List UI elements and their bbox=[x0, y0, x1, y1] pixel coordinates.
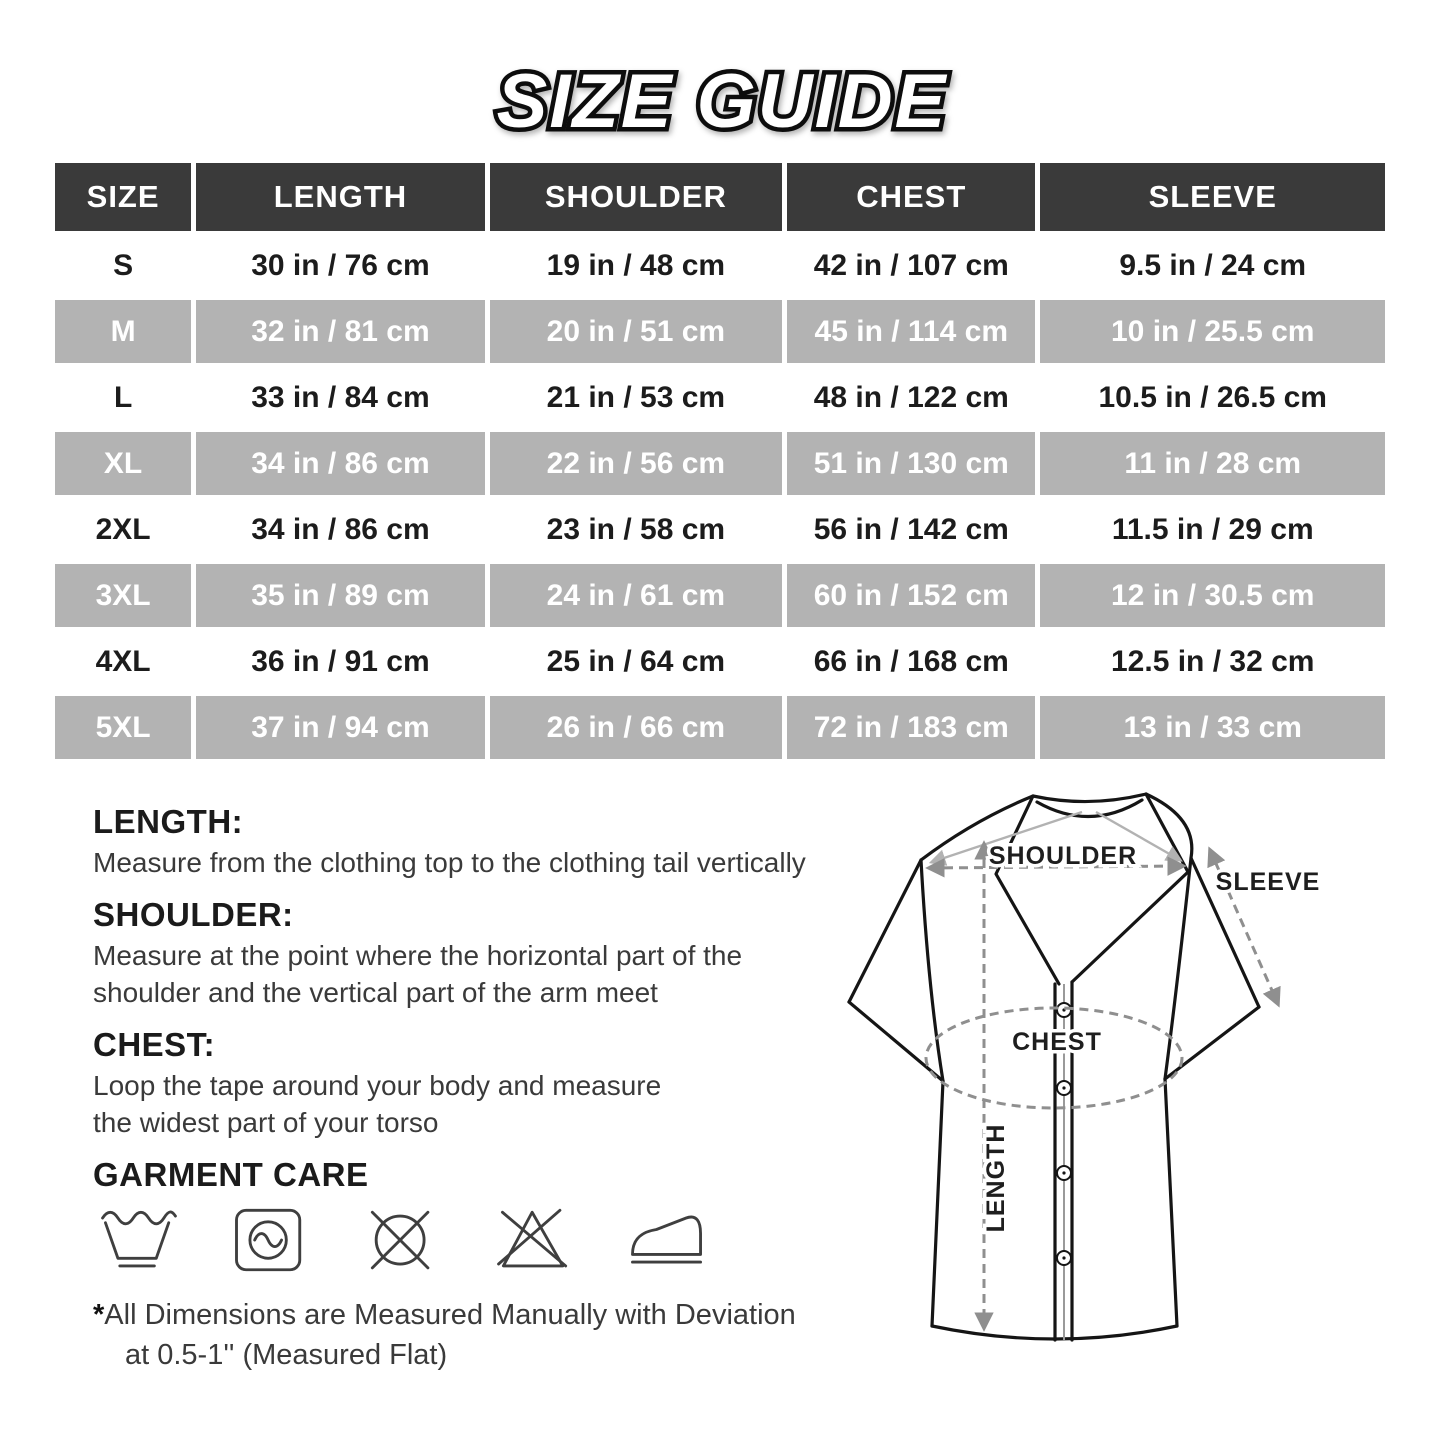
size-table bbox=[50, 160, 1390, 762]
sleeve-label: SLEEVE bbox=[1215, 868, 1321, 896]
cell-size: 4XL bbox=[55, 630, 191, 693]
do-not-dry-clean-icon bbox=[357, 1201, 449, 1281]
garment-care-section bbox=[93, 1155, 893, 1281]
tumble-dry-icon bbox=[225, 1201, 317, 1281]
cell-sleeve: 13 in / 33 cm bbox=[1040, 696, 1385, 759]
cell-sleeve: 10 in / 25.5 cm bbox=[1040, 300, 1385, 363]
cell-chest: 42 in / 107 cm bbox=[787, 234, 1035, 297]
table-row bbox=[55, 234, 1385, 297]
cell-shoulder: 25 in / 64 cm bbox=[490, 630, 782, 693]
table-header-row bbox=[55, 163, 1385, 231]
table-row bbox=[55, 696, 1385, 759]
cell-size: 5XL bbox=[55, 696, 191, 759]
wash-tub-icon bbox=[93, 1201, 185, 1281]
shoulder-description-line1: Measure at the point where the horizontal part of the bbox=[93, 940, 743, 971]
chest-heading: CHEST: bbox=[93, 1026, 216, 1063]
cell-size: 3XL bbox=[55, 564, 191, 627]
chest-label: CHEST bbox=[1012, 1028, 1102, 1056]
table-row bbox=[55, 498, 1385, 561]
cell-length: 36 in / 91 cm bbox=[196, 630, 484, 693]
care-icons-row bbox=[93, 1201, 893, 1281]
chest-section bbox=[93, 1025, 893, 1141]
cell-shoulder: 26 in / 66 cm bbox=[490, 696, 782, 759]
cell-shoulder: 24 in / 61 cm bbox=[490, 564, 782, 627]
disclaimer-line1 bbox=[93, 1295, 893, 1335]
iron-icon bbox=[621, 1201, 713, 1281]
do-not-bleach-icon bbox=[489, 1201, 581, 1281]
cell-length: 37 in / 94 cm bbox=[196, 696, 484, 759]
cell-shoulder: 23 in / 58 cm bbox=[490, 498, 782, 561]
cell-sleeve: 12 in / 30.5 cm bbox=[1040, 564, 1385, 627]
asterisk: * bbox=[93, 1299, 105, 1331]
table-row bbox=[55, 366, 1385, 429]
cell-length: 32 in / 81 cm bbox=[196, 300, 484, 363]
cell-chest: 45 in / 114 cm bbox=[787, 300, 1035, 363]
col-header-chest: CHEST bbox=[787, 163, 1035, 231]
col-header-shoulder: SHOULDER bbox=[490, 163, 782, 231]
cell-chest: 56 in / 142 cm bbox=[787, 498, 1035, 561]
chest-description-line2: the widest part of your torso bbox=[93, 1107, 439, 1138]
cell-shoulder: 21 in / 53 cm bbox=[490, 366, 782, 429]
disclaimer-line2: at 0.5-1'' (Measured Flat) bbox=[125, 1339, 448, 1371]
cell-sleeve: 11.5 in / 29 cm bbox=[1040, 498, 1385, 561]
cell-size: L bbox=[55, 366, 191, 429]
table-row bbox=[55, 432, 1385, 495]
table-row bbox=[55, 300, 1385, 363]
cell-chest: 72 in / 183 cm bbox=[787, 696, 1035, 759]
col-header-length: LENGTH bbox=[196, 163, 484, 231]
shoulder-heading: SHOULDER: bbox=[93, 896, 294, 933]
shoulder-label: SHOULDER bbox=[988, 842, 1138, 870]
cell-sleeve: 9.5 in / 24 cm bbox=[1040, 234, 1385, 297]
page-title-text: SIZE GUIDE bbox=[496, 59, 948, 144]
cell-size: M bbox=[55, 300, 191, 363]
garment-care-heading: GARMENT CARE bbox=[93, 1156, 369, 1193]
cell-size: S bbox=[55, 234, 191, 297]
length-heading: LENGTH: bbox=[93, 803, 244, 840]
length-section bbox=[93, 802, 893, 881]
disclaimer-text1: All Dimensions are Measured Manually with Deviation bbox=[104, 1299, 796, 1331]
shirt-measurement-diagram bbox=[826, 778, 1445, 1378]
page-title bbox=[0, 35, 1445, 165]
cell-chest: 48 in / 122 cm bbox=[787, 366, 1035, 429]
cell-sleeve: 11 in / 28 cm bbox=[1040, 432, 1385, 495]
col-header-size: SIZE bbox=[55, 163, 191, 231]
cell-chest: 66 in / 168 cm bbox=[787, 630, 1035, 693]
length-label: LENGTH bbox=[982, 1123, 1010, 1233]
chest-description-line1: Loop the tape around your body and measure bbox=[93, 1070, 662, 1101]
cell-size: XL bbox=[55, 432, 191, 495]
cell-length: 34 in / 86 cm bbox=[196, 498, 484, 561]
cell-length: 35 in / 89 cm bbox=[196, 564, 484, 627]
shirt-outline bbox=[849, 794, 1259, 1340]
cell-sleeve: 10.5 in / 26.5 cm bbox=[1040, 366, 1385, 429]
disclaimer bbox=[93, 1295, 893, 1375]
cell-chest: 51 in / 130 cm bbox=[787, 432, 1035, 495]
table-row bbox=[55, 630, 1385, 693]
measurement-instructions bbox=[93, 802, 893, 1375]
shoulder-section bbox=[93, 895, 893, 1011]
cell-chest: 60 in / 152 cm bbox=[787, 564, 1035, 627]
col-header-sleeve: SLEEVE bbox=[1040, 163, 1385, 231]
cell-length: 33 in / 84 cm bbox=[196, 366, 484, 429]
cell-size: 2XL bbox=[55, 498, 191, 561]
cell-length: 30 in / 76 cm bbox=[196, 234, 484, 297]
cell-sleeve: 12.5 in / 32 cm bbox=[1040, 630, 1385, 693]
table-row bbox=[55, 564, 1385, 627]
cell-shoulder: 22 in / 56 cm bbox=[490, 432, 782, 495]
cell-length: 34 in / 86 cm bbox=[196, 432, 484, 495]
cell-shoulder: 19 in / 48 cm bbox=[490, 234, 782, 297]
length-description: Measure from the clothing top to the clothing tail vertically bbox=[93, 847, 806, 878]
cell-shoulder: 20 in / 51 cm bbox=[490, 300, 782, 363]
shoulder-description-line2: shoulder and the vertical part of the arm meet bbox=[93, 977, 658, 1008]
